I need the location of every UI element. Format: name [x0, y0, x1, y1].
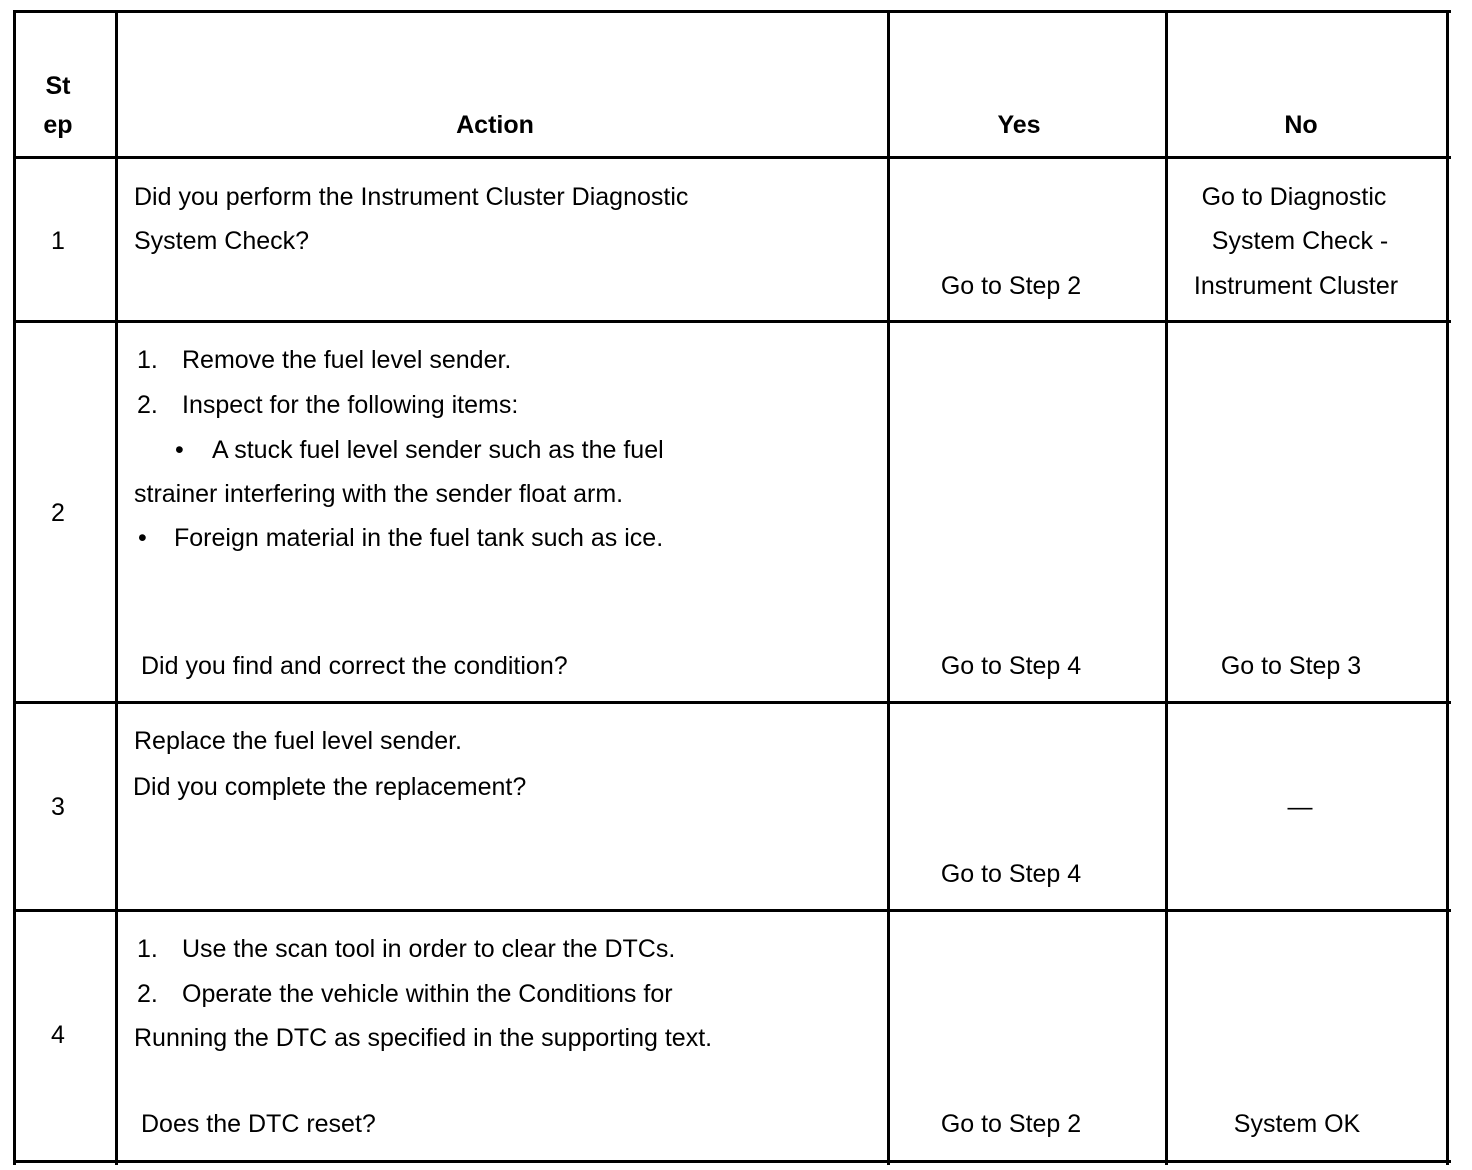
- table-border-left: [13, 10, 16, 1165]
- list-number: 1.: [137, 346, 158, 374]
- no-result: —: [1287, 793, 1313, 821]
- bullet-item: A stuck fuel level sender such as the fuel: [212, 436, 664, 464]
- action-text: Replace the fuel level sender.: [134, 727, 462, 755]
- column-divider-step: [115, 10, 118, 1165]
- table-border-right: [1446, 10, 1449, 1165]
- header-step-line1: St: [45, 72, 71, 100]
- list-number: 1.: [137, 935, 158, 963]
- step-number: 1: [51, 227, 65, 255]
- bullet-item-continued: strainer interfering with the sender float arm.: [134, 480, 624, 508]
- bullet-icon: •: [175, 436, 184, 464]
- list-item: Inspect for the following items:: [182, 391, 519, 419]
- list-item: Operate the vehicle within the Conditions for: [182, 980, 673, 1008]
- step-number: 2: [51, 499, 65, 527]
- bullet-item: Foreign material in the fuel tank such as ice.: [174, 524, 664, 552]
- no-result: System OK: [1233, 1110, 1361, 1138]
- row-divider-3: [14, 909, 1451, 912]
- no-result: Go to Step 3: [1220, 652, 1362, 680]
- yes-result: Go to Step 4: [940, 652, 1082, 680]
- no-result: System Check -: [1211, 227, 1389, 255]
- header-yes: Yes: [997, 111, 1041, 139]
- yes-result: Go to Step 2: [940, 272, 1082, 300]
- list-number: 2.: [137, 391, 158, 419]
- no-result: Go to Diagnostic: [1201, 183, 1387, 211]
- header-no: No: [1284, 111, 1318, 139]
- header-action: Action: [456, 111, 534, 139]
- list-number: 2.: [137, 980, 158, 1008]
- list-item-continued: Running the DTC as specified in the supporting text.: [134, 1024, 713, 1052]
- step-number: 4: [51, 1021, 65, 1049]
- table-border-top: [14, 10, 1451, 13]
- header-step-line2: ep: [43, 111, 73, 139]
- action-text: Did you perform the Instrument Cluster Diagnostic: [134, 183, 689, 211]
- yes-result: Go to Step 4: [940, 860, 1082, 888]
- step-number: 3: [51, 793, 65, 821]
- action-question: Does the DTC reset?: [141, 1110, 376, 1138]
- yes-result: Go to Step 2: [940, 1110, 1082, 1138]
- row-divider-header: [14, 156, 1451, 159]
- action-text: Did you complete the replacement?: [133, 773, 527, 801]
- action-question: Did you find and correct the condition?: [141, 652, 568, 680]
- no-result: Instrument Cluster: [1193, 272, 1399, 300]
- row-divider-2: [14, 701, 1451, 704]
- row-divider-1: [14, 320, 1451, 323]
- table-border-bottom: [14, 1160, 1451, 1163]
- list-item: Remove the fuel level sender.: [182, 346, 512, 374]
- column-divider-yes: [1165, 10, 1168, 1165]
- column-divider-action: [887, 10, 890, 1165]
- action-text: System Check?: [134, 227, 310, 255]
- bullet-icon: •: [138, 524, 147, 552]
- list-item: Use the scan tool in order to clear the DTCs.: [182, 935, 676, 963]
